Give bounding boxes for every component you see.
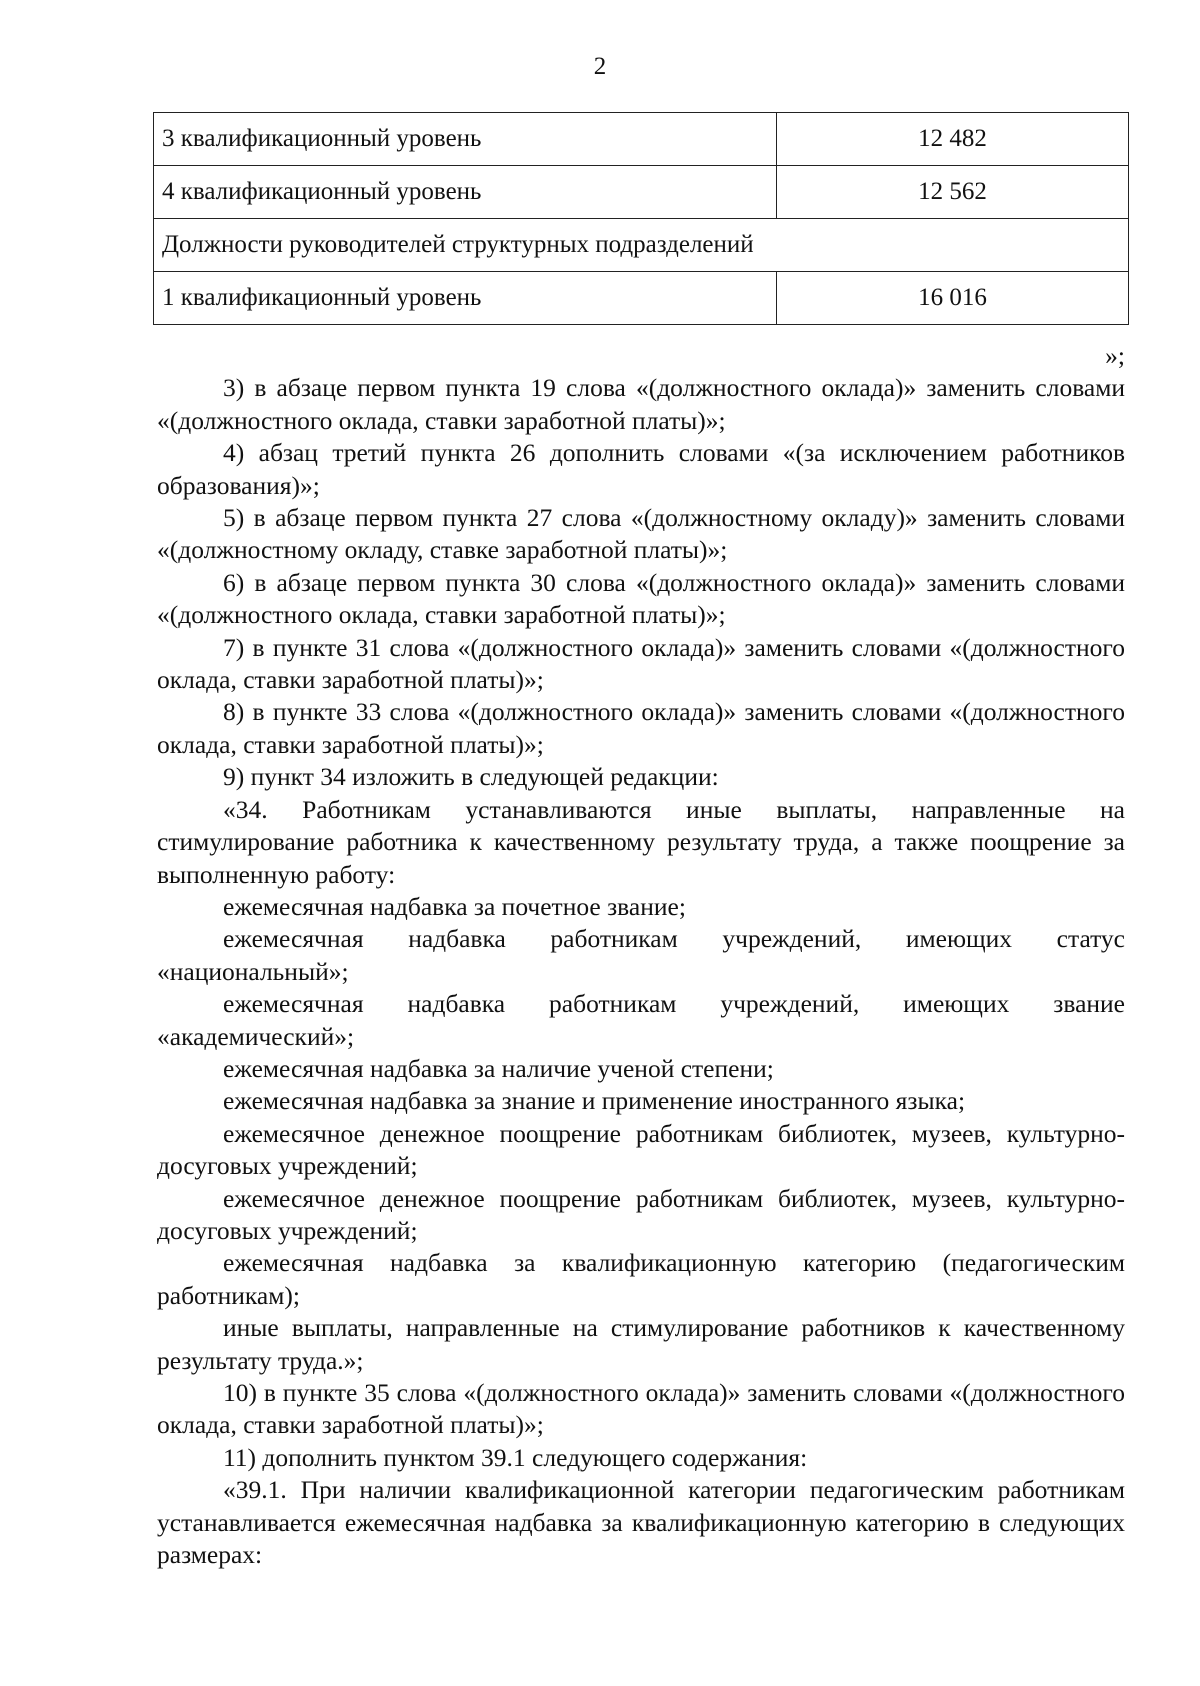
paragraph: иные выплаты, направленные на стимулирование работников к качественному результату труда.»;: [157, 1313, 1125, 1375]
paragraph: 7) в пункте 31 слова «(должностного оклада)» заменить словами «(должностного оклада, ставки заработной платы)»;: [157, 632, 1125, 695]
paragraph: ежемесячное денежное поощрение работникам библиотек, музеев, культурно-досуговых учреждений;: [157, 1183, 1125, 1245]
paragraph: ежемесячная надбавка работникам учреждений, имеющих звание «академический»;: [157, 989, 1125, 1051]
document-body: [157, 340, 1125, 1571]
paragraph: 5) в абзаце первом пункта 27 слова «(должностному окладу)» заменить словами «(должностному окладу, ставке заработной платы)»;: [157, 503, 1125, 565]
paragraph: ежемесячная надбавка за квалификационную категорию (педагогическим работникам);: [157, 1248, 1125, 1310]
table-group-row: [154, 219, 1129, 272]
paragraph: 3) в абзаце первом пункта 19 слова «(должностного оклада)» заменить словами «(должностного оклада, ставки заработной платы)»;: [157, 373, 1125, 435]
paragraph: 6) в абзаце первом пункта 30 слова «(должностного оклада)» заменить словами «(должностного оклада, ставки заработной платы)»;: [157, 567, 1125, 630]
qualification-level-cell: 1 квалификационный уровень: [154, 272, 777, 325]
page-number: 2: [593, 53, 607, 80]
paragraph: ежемесячная надбавка за знание и применение иностранного языка;: [223, 1086, 966, 1116]
paragraph: 8) в пункте 33 слова «(должностного оклада)» заменить словами «(должностного оклада, ставки заработной платы)»;: [157, 697, 1125, 759]
salary-table: [153, 112, 1129, 325]
table-row: [154, 113, 1129, 166]
paragraph: «39.1. При наличии квалификационной категории педагогическим работникам устанавливается ежемесячная надбавка за квалификационную категорию в следующих размерах:: [157, 1475, 1125, 1570]
qualification-level-cell: 4 квалификационный уровень: [154, 166, 777, 219]
paragraph: ежемесячная надбавка за наличие ученой степени;: [223, 1053, 774, 1083]
paragraph: 11) дополнить пунктом 39.1 следующего содержания:: [223, 1442, 808, 1472]
paragraph: 4) абзац третий пункта 26 дополнить словами «(за исключением работников образования)»;: [157, 438, 1125, 500]
paragraph: ежемесячная надбавка за почетное звание;: [223, 891, 686, 921]
table-row: [154, 272, 1129, 325]
salary-amount-cell: 16 016: [777, 272, 1129, 325]
paragraph: 9) пункт 34 изложить в следующей редакции:: [223, 762, 719, 792]
paragraph: ежемесячная надбавка работникам учреждений, имеющих статус «национальный»;: [157, 924, 1125, 986]
group-heading-cell: Должности руководителей структурных подразделений: [154, 219, 1129, 272]
salary-amount-cell: 12 562: [777, 166, 1129, 219]
paragraph: «34. Работникам устанавливаются иные выплаты, направленные на стимулирование работника к качественному результату труда, а также поощрение за выполненную работу:: [157, 794, 1125, 889]
table-row: [154, 166, 1129, 219]
closing-quote: »;: [1105, 341, 1125, 370]
paragraph: ежемесячное денежное поощрение работникам библиотек, музеев, культурно-досуговых учреждений;: [157, 1118, 1125, 1181]
qualification-level-cell: 3 квалификационный уровень: [154, 113, 777, 166]
salary-amount-cell: 12 482: [777, 113, 1129, 166]
paragraph: 10) в пункте 35 слова «(должностного оклада)» заменить словами «(должностного оклада, ставки заработной платы)»;: [157, 1378, 1125, 1440]
